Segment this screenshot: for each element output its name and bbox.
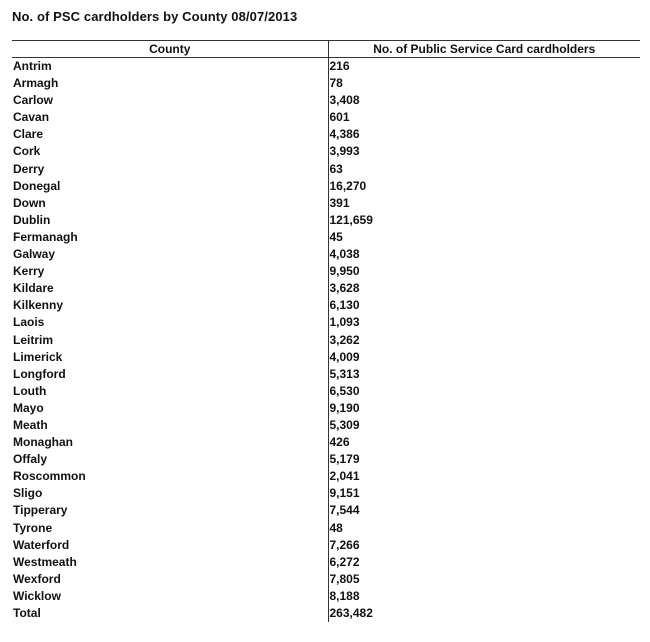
- table-row: [12, 229, 640, 246]
- county-cell: Wexford: [12, 571, 328, 588]
- count-cell: 5,309: [329, 417, 360, 432]
- table-row: [12, 417, 640, 434]
- table-row: [12, 75, 640, 92]
- count-cell: 4,386: [329, 127, 360, 142]
- county-cell: Limerick: [12, 349, 328, 366]
- table-row: [12, 485, 640, 502]
- county-cell: Wicklow: [12, 588, 328, 605]
- count-cell: 5,313: [329, 366, 360, 381]
- count-cell: 121,659: [329, 212, 373, 227]
- count-cell: 3,408: [329, 93, 360, 108]
- county-cell: Laois: [12, 314, 328, 331]
- count-cell: 6,530: [329, 383, 360, 398]
- table-row: [12, 502, 640, 519]
- county-cell: Derry: [12, 161, 328, 178]
- table-row: [12, 571, 640, 588]
- county-cell: Cavan: [12, 109, 328, 126]
- table-row: [12, 537, 640, 554]
- county-cell: Mayo: [12, 400, 328, 417]
- table-row: [12, 349, 640, 366]
- table-row: [12, 126, 640, 143]
- table-row: [12, 195, 640, 212]
- total-row: [12, 605, 640, 622]
- county-cell: Cork: [12, 143, 328, 160]
- count-cell: 16,270: [329, 178, 367, 193]
- table-row: [12, 588, 640, 605]
- count-cell: 6,130: [329, 298, 360, 313]
- table-row: [12, 178, 640, 195]
- count-column-header: No. of Public Service Card cardholders: [328, 41, 640, 58]
- table-row: [12, 58, 640, 76]
- county-cell: Tipperary: [12, 502, 328, 519]
- total-count-cell: 263,482: [329, 606, 373, 620]
- table-row: [12, 332, 640, 349]
- county-cell: Roscommon: [12, 468, 328, 485]
- count-cell: 391: [329, 195, 350, 210]
- count-cell: 4,009: [329, 349, 360, 364]
- count-cell: 2,041: [329, 469, 360, 484]
- count-cell: 5,179: [329, 452, 360, 467]
- count-cell: 9,151: [329, 486, 360, 501]
- table-row: [12, 263, 640, 280]
- county-cell: Louth: [12, 383, 328, 400]
- cardholders-table: [12, 40, 640, 622]
- county-cell: Kildare: [12, 280, 328, 297]
- county-cell: Dublin: [12, 212, 328, 229]
- county-column-header: County: [12, 41, 328, 58]
- table-row: [12, 297, 640, 314]
- county-cell: Down: [12, 195, 328, 212]
- table-row: [12, 212, 640, 229]
- table-row: [12, 280, 640, 297]
- table-header: [12, 41, 640, 58]
- count-cell: 1,093: [329, 315, 360, 330]
- count-cell: 8,188: [329, 588, 360, 603]
- count-cell: 426: [329, 435, 350, 450]
- table-row: [12, 554, 640, 571]
- count-cell: 7,544: [329, 503, 360, 518]
- county-cell: Donegal: [12, 178, 328, 195]
- table-body: [12, 58, 640, 623]
- county-cell: Antrim: [12, 58, 328, 76]
- count-cell: 78: [329, 76, 343, 91]
- county-cell: Carlow: [12, 92, 328, 109]
- cardholders-table-container: [12, 40, 640, 622]
- county-cell: Monaghan: [12, 434, 328, 451]
- count-cell: 9,190: [329, 400, 360, 415]
- county-cell: Clare: [12, 126, 328, 143]
- county-cell: Sligo: [12, 485, 328, 502]
- county-cell: Kilkenny: [12, 297, 328, 314]
- count-cell: 601: [329, 110, 350, 125]
- table-row: [12, 246, 640, 263]
- count-cell: 9,950: [329, 264, 360, 279]
- table-row: [12, 366, 640, 383]
- county-cell: Waterford: [12, 537, 328, 554]
- count-cell: 3,262: [329, 332, 360, 347]
- count-cell: 3,628: [329, 281, 360, 296]
- county-cell: Galway: [12, 246, 328, 263]
- county-cell: Meath: [12, 417, 328, 434]
- table-row: [12, 109, 640, 126]
- table-row: [12, 92, 640, 109]
- count-cell: 45: [329, 229, 343, 244]
- county-cell: Armagh: [12, 75, 328, 92]
- county-cell: Kerry: [12, 263, 328, 280]
- count-cell: 63: [329, 161, 343, 176]
- header-row: [12, 41, 640, 58]
- table-row: [12, 434, 640, 451]
- table-row: [12, 314, 640, 331]
- page-title: No. of PSC cardholders by County 08/07/2013: [12, 9, 298, 24]
- county-cell: Fermanagh: [12, 229, 328, 246]
- count-cell: 4,038: [329, 247, 360, 262]
- count-cell: 48: [329, 520, 343, 535]
- count-cell: 3,993: [329, 144, 360, 159]
- table-row: [12, 400, 640, 417]
- total-label-cell: Total: [12, 605, 328, 622]
- table-row: [12, 161, 640, 178]
- count-cell: 6,272: [329, 554, 360, 569]
- table-row: [12, 468, 640, 485]
- table-row: [12, 143, 640, 160]
- count-cell: 7,805: [329, 571, 360, 586]
- count-cell: 7,266: [329, 537, 360, 552]
- county-cell: Tyrone: [12, 520, 328, 537]
- county-cell: Leitrim: [12, 332, 328, 349]
- county-cell: Offaly: [12, 451, 328, 468]
- table-row: [12, 451, 640, 468]
- table-row: [12, 383, 640, 400]
- table-row: [12, 520, 640, 537]
- county-cell: Westmeath: [12, 554, 328, 571]
- county-cell: Longford: [12, 366, 328, 383]
- count-cell: 216: [329, 59, 350, 73]
